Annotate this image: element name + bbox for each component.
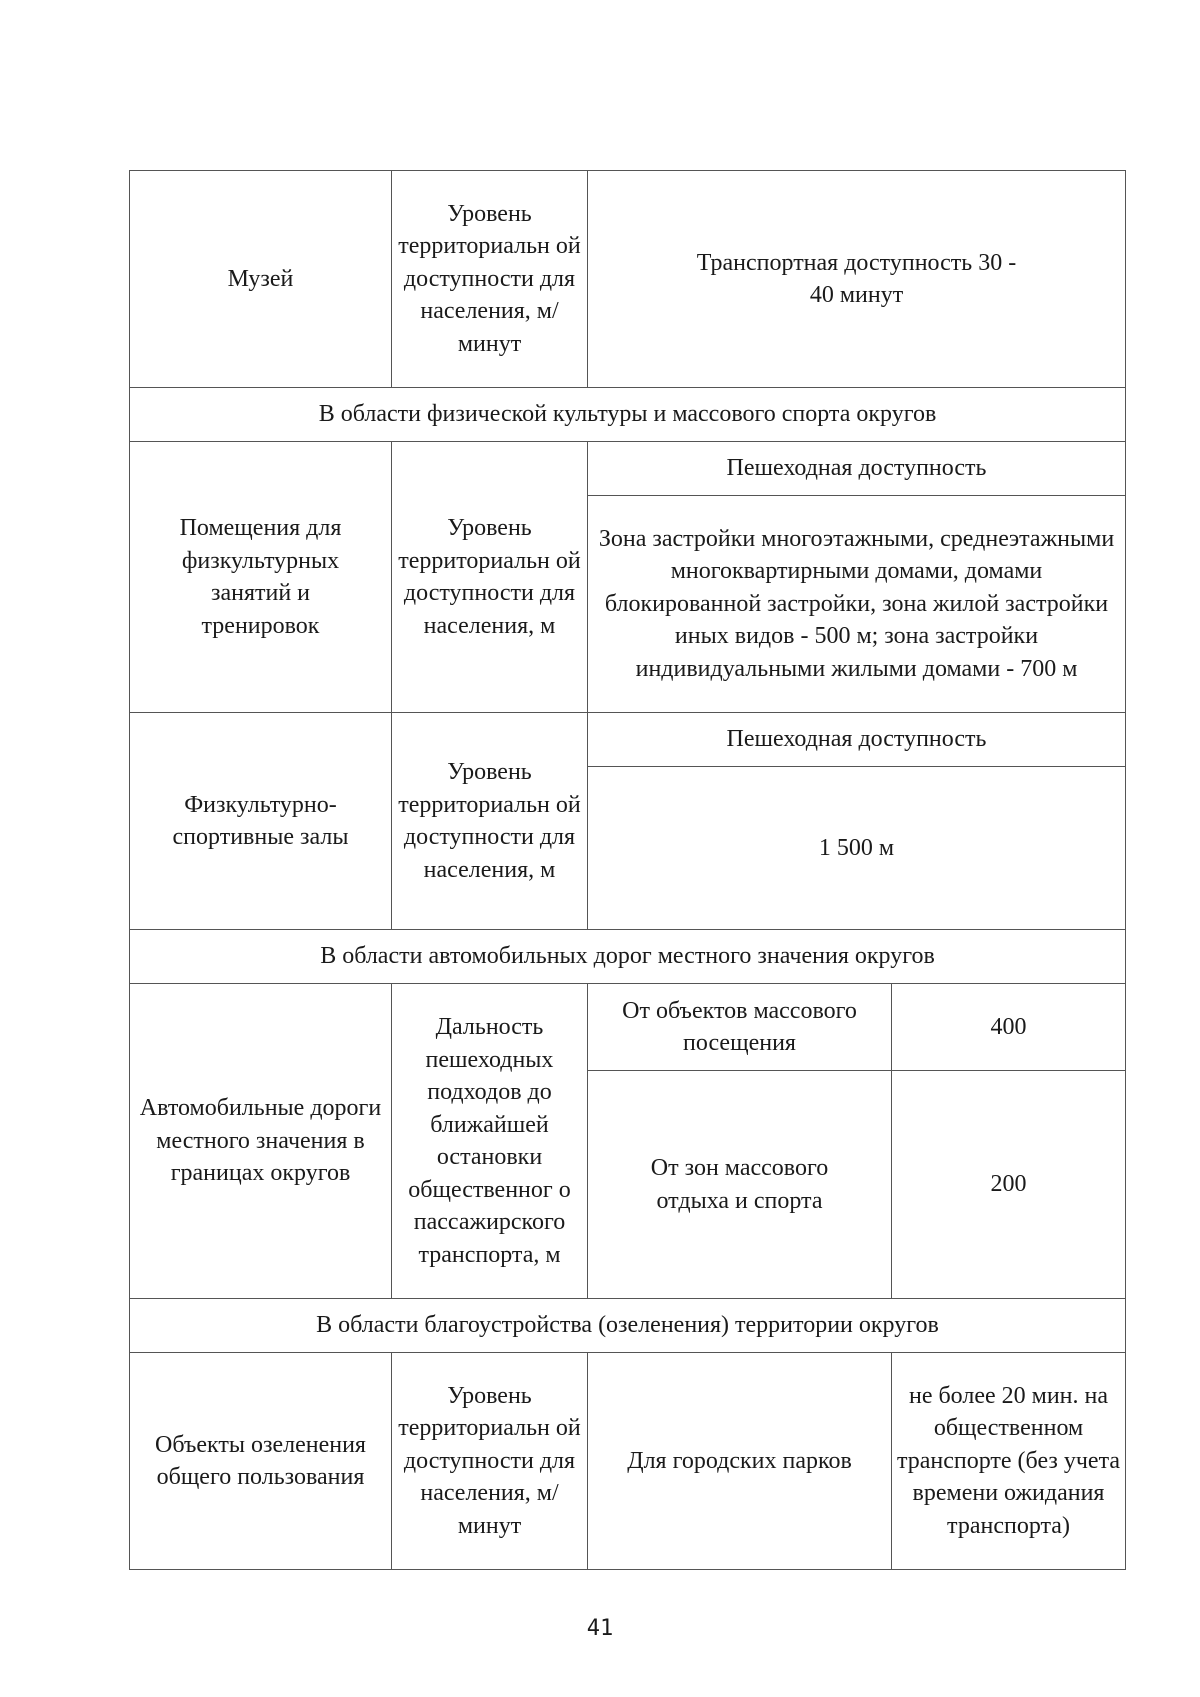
indicator-cell: Уровень территориальн ой доступности для населения, м/минут <box>392 171 588 388</box>
sub-value-cell: 400 <box>892 984 1126 1071</box>
roads-sub2-label: От зон массового отдыха и спорта <box>650 1155 829 1214</box>
sub-value-cell: 200 <box>892 1071 1126 1299</box>
section-heading-sport: В области физической культуры и массового спорта округов <box>130 388 1126 442</box>
value-cell: Зона застройки многоэтажными, среднеэтажными многоквартирными домами, домами блокированной застройки, зона жилой застройки иных видов - 500 м; зона застройки индивидуальными жилыми домами - 700 м <box>588 496 1126 713</box>
section-heading-roads: В области автомобильных дорог местного значения округов <box>130 930 1126 984</box>
table-row <box>130 442 1126 496</box>
section-row <box>130 1299 1126 1353</box>
sub-label-cell: От объектов массового посещения <box>588 984 892 1071</box>
value-cell <box>588 171 1126 388</box>
section-row <box>130 388 1126 442</box>
section-heading-greening: В области благоустройства (озеленения) территории округов <box>130 1299 1126 1353</box>
subheader-cell: Пешеходная доступность <box>588 442 1126 496</box>
object-name-cell: Автомобильные дороги местного значения в границах округов <box>130 984 392 1299</box>
table-row <box>130 713 1126 767</box>
value-cell: 1 500 м <box>588 767 1126 930</box>
object-name-cell: Музей <box>130 171 392 388</box>
sub-label-cell <box>588 1071 892 1299</box>
page-number: 41 <box>586 1616 614 1641</box>
indicator-cell: Уровень территориальн ой доступности для населения, м <box>392 713 588 930</box>
indicator-cell: Уровень территориальн ой доступности для населения, м <box>392 442 588 713</box>
sub-label-cell: Для городских парков <box>588 1353 892 1570</box>
sport-halls-name: Физкультурно-спортивные залы <box>172 791 349 850</box>
object-name-cell <box>130 442 392 713</box>
standards-table <box>129 170 1126 1570</box>
indicator-cell: Уровень территориальн ой доступности для населения, м/минут <box>392 1353 588 1570</box>
gym-rooms-name: Помещения для физкультурных занятий и тренировок <box>179 515 342 639</box>
table-row <box>130 171 1126 388</box>
object-name-cell: Объекты озеленения общего пользования <box>130 1353 392 1570</box>
section-row <box>130 930 1126 984</box>
table-row <box>130 1353 1126 1570</box>
museum-value: Транспортная доступность 30 - 40 минут <box>696 249 1017 308</box>
indicator-cell: Дальность пешеходных подходов до ближайшей остановки общественног о пассажирского транспорта, м <box>392 984 588 1299</box>
table-row <box>130 984 1126 1071</box>
sub-value-cell: не более 20 мин. на общественном транспорте (без учета времени ожидания транспорта) <box>892 1353 1126 1570</box>
subheader-cell: Пешеходная доступность <box>588 713 1126 767</box>
object-name-cell <box>130 713 392 930</box>
